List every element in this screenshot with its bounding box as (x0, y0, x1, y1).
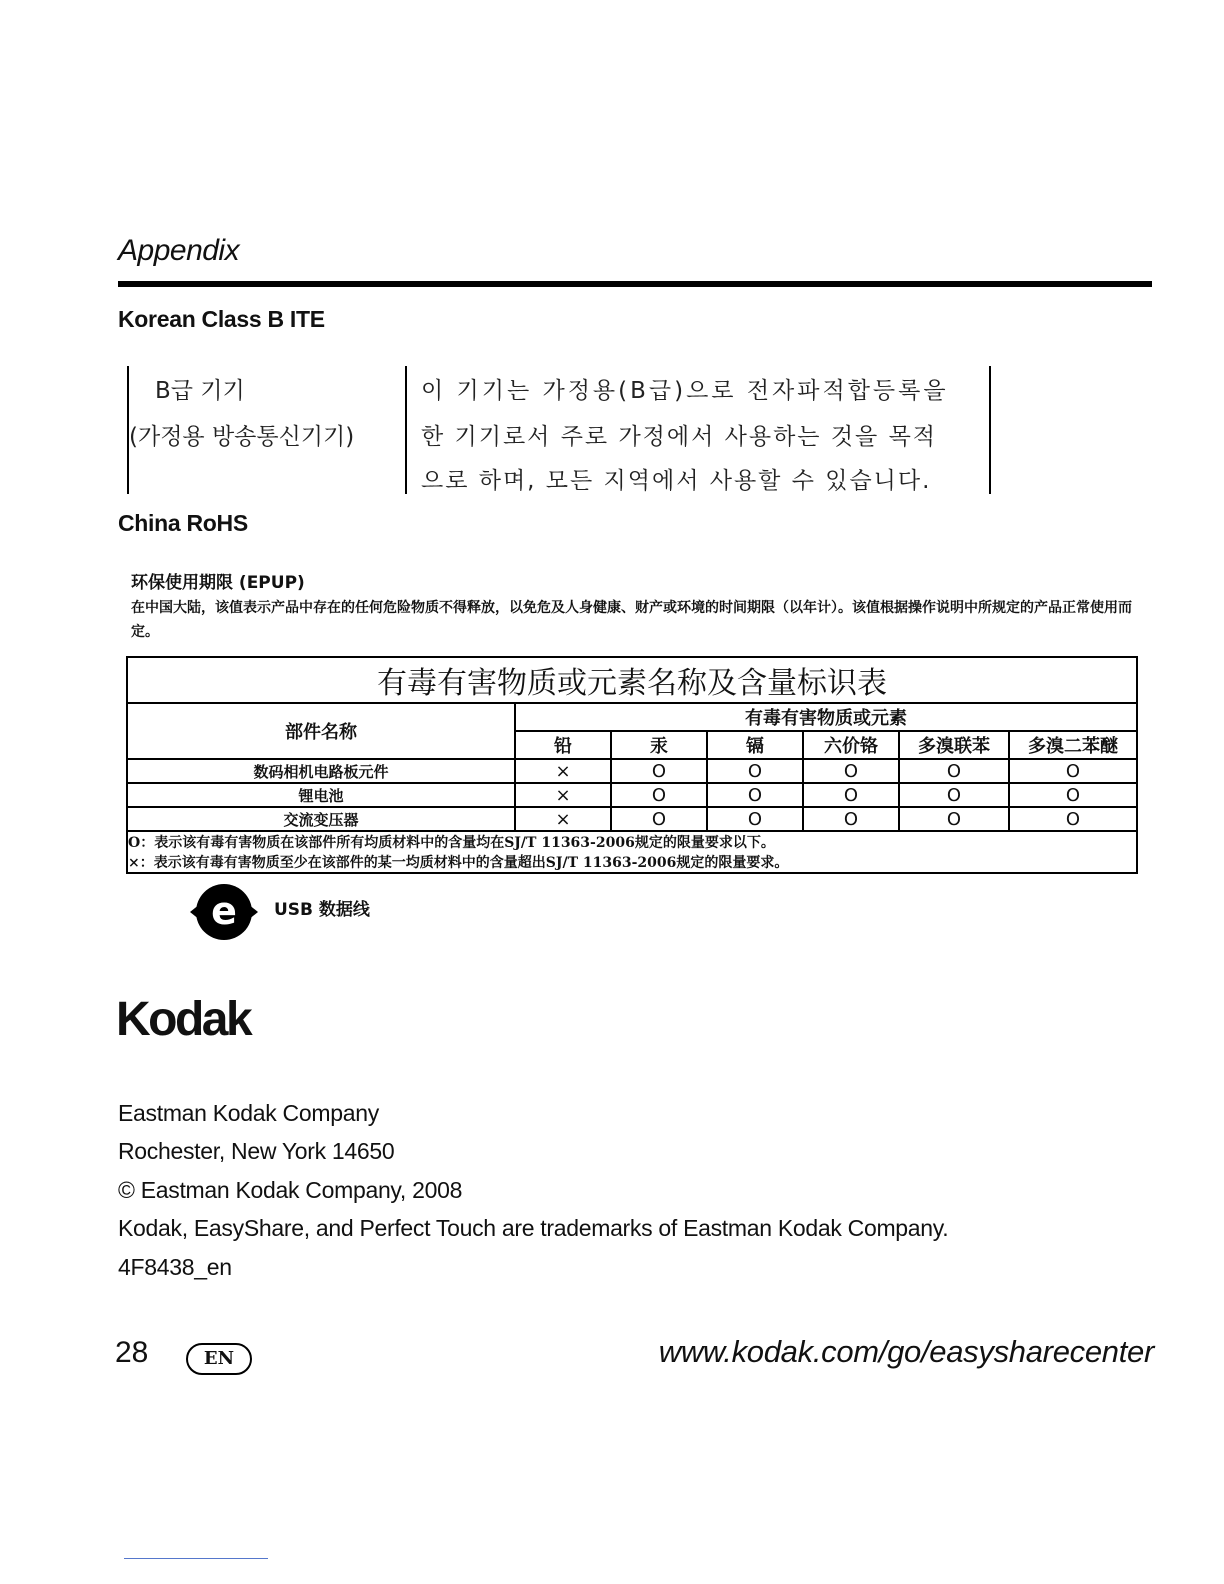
korean-left-line: (가정용 방송통신기기) (129, 424, 355, 450)
substance-group-header: 有毒有害物质或元素 (515, 703, 1137, 731)
value-cell: O (1009, 759, 1137, 783)
value-cell: × (515, 759, 611, 783)
table-row (127, 783, 1137, 807)
value-cell: O (611, 807, 707, 831)
table-caption: 有毒有害物质或元素名称及含量标识表 (127, 657, 1137, 703)
korean-right-line: 으로 하며, 모든 지역에서 사용할 수 있습니다. (421, 468, 932, 494)
korean-right-line: 한 기기로서 주로 가정에서 사용하는 것을 목적 (421, 424, 938, 450)
value-cell: O (611, 783, 707, 807)
usb-cable-label: USB 数据线 (274, 900, 370, 920)
korean-right-line: 이 기기는 가정용(B급)으로 전자파적합등록을 (421, 378, 949, 404)
value-cell: O (899, 759, 1009, 783)
epup-text: 在中国大陆，该值表示产品中存在的任何危险物质不得释放，以免危及人身健康、财产或环境的时间期限（以年计）。该值根据操作说明中所规定的产品正常使用而定。 (131, 600, 1132, 640)
company-line: Kodak, EasyShare, and Perfect Touch are trademarks of Eastman Kodak Company. (118, 1215, 949, 1241)
value-cell: O (1009, 783, 1137, 807)
icon-letter: e (211, 889, 237, 933)
value-cell: O (899, 807, 1009, 831)
company-line: Eastman Kodak Company (118, 1100, 379, 1126)
column-header: 多溴联苯 (899, 731, 1009, 759)
value-cell: × (515, 783, 611, 807)
part-name-cell: 数码相机电路板元件 (127, 759, 515, 783)
part-name-header: 部件名称 (127, 703, 515, 759)
language-badge: EN (186, 1343, 252, 1375)
epup-title: 环保使用期限 (EPUP) (131, 573, 305, 593)
column-header: 镉 (707, 731, 803, 759)
value-cell: × (515, 807, 611, 831)
company-line: © Eastman Kodak Company, 2008 (118, 1177, 463, 1203)
website-url: www.kodak.com/go/easysharecenter (658, 1334, 1154, 1369)
section-divider (118, 281, 1152, 287)
value-cell: O (899, 783, 1009, 807)
part-name-cell: 交流变压器 (127, 807, 515, 831)
company-line: 4F8438_en (118, 1254, 232, 1280)
china-heading: China RoHS (118, 510, 248, 536)
korean-notice-box (127, 366, 991, 494)
value-cell: O (803, 807, 899, 831)
company-line: Rochester, New York 14650 (118, 1138, 395, 1164)
kodak-logo: Kodak (116, 993, 251, 1046)
table-note: O：表示该有毒有害物质在该部件所有均质材料中的含量均在SJ/T 11363-2006规定的限量要求以下。 (127, 831, 1137, 852)
column-header: 六价铬 (803, 731, 899, 759)
section-title: Appendix (118, 234, 240, 267)
column-header: 汞 (611, 731, 707, 759)
page-number: 28 (115, 1336, 149, 1369)
table-note: ×：表示该有毒有害物质至少在该部件的某一均质材料中的含量超出SJ/T 11363-2006规定的限量要求。 (127, 852, 1137, 873)
table-row (127, 807, 1137, 831)
value-cell: O (1009, 807, 1137, 831)
rohs-table (126, 656, 1138, 874)
column-header: 多溴二苯醚 (1009, 731, 1137, 759)
korean-heading: Korean Class B ITE (118, 306, 325, 332)
box-right-border (989, 366, 991, 494)
value-cell: O (707, 783, 803, 807)
footer-rule (124, 1558, 268, 1559)
value-cell: O (803, 759, 899, 783)
value-cell: O (707, 759, 803, 783)
value-cell: O (611, 759, 707, 783)
korean-left-line: B급 기기 (155, 378, 245, 404)
column-header: 铅 (515, 731, 611, 759)
value-cell: O (707, 807, 803, 831)
value-cell: O (803, 783, 899, 807)
box-middle-border (405, 366, 407, 494)
part-name-cell: 锂电池 (127, 783, 515, 807)
table-row (127, 759, 1137, 783)
environment-protection-icon (190, 882, 258, 942)
